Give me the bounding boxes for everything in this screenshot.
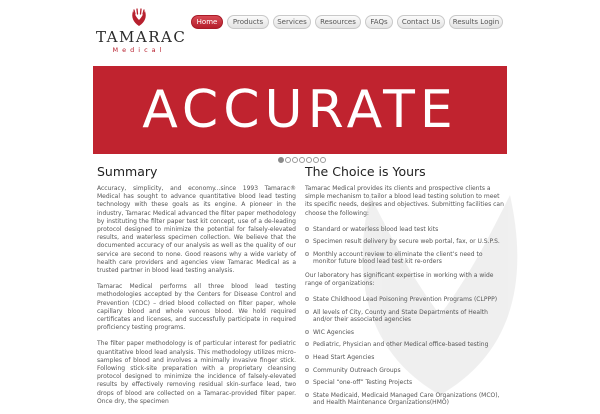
summary-paragraph-1: Accuracy, simplicity, and economy...since 1993 Tamarac® Medical has sought to advance quantitative blood lead testing technology with these goals as its engine. A pioneer in the industry, Tamarac Medical advanced the filter paper methodology by instituting the filter paper test kit concept, use of a de-leading protocol designed to minimize the potential for falsely-elevated results, and waterless specimen collection. We believe that the documented accuracy of our analysis as well as the quality of our service are second to none. Good reasons why a wide variety of health care providers and agencies view Tamarac Medical as a trusted partner in blood lead testing analysis. bbox=[97, 185, 296, 275]
nav-results-login[interactable]: Results Login bbox=[449, 15, 503, 29]
list-item: State Childhood Lead Poisoning Prevention Programs (CLPPP) bbox=[305, 296, 505, 303]
slider-dot-2[interactable] bbox=[285, 157, 291, 163]
nav-contact-us[interactable]: Contact Us bbox=[397, 15, 445, 29]
choice-title: The Choice is Yours bbox=[305, 164, 426, 179]
summary-paragraph-3: The filter paper methodology is of particular interest for pediatric quantitative blood lead analysis. This methodology utilizes micro-samples of blood and involves a minimally invasive finger stick. Following stick-site preparation with a proprietary cleansing protocol designed to minimize the incidence of falsely-elevated results by effectively removing residual skin-surface lead, two drops of blood are collected on a Tamarac-provided filter paper. Once dry, the specimen bbox=[97, 340, 296, 405]
logo[interactable] bbox=[96, 8, 187, 54]
slider-dot-3[interactable] bbox=[292, 157, 298, 163]
brand-subtitle: Medical bbox=[112, 46, 166, 54]
bullet-icon bbox=[305, 393, 309, 397]
list-item: All levels of City, County and State Departments of Health and/or their associated agencies bbox=[305, 309, 505, 324]
list-item: State Medicaid, Medicaid Managed Care Organizations (MCO), and Health Maintenance Organizations(HMO) bbox=[305, 392, 505, 407]
banner-text: ACCURATE bbox=[142, 80, 458, 140]
nav-resources[interactable]: Resources bbox=[315, 15, 361, 29]
list-item: Community Outreach Groups bbox=[305, 367, 505, 374]
choice-intro: Tamarac Medical provides its clients and prospective clients a simple mechanism to tailor a blood lead testing solution to meet its specific needs, desires and objectives. Submitting facilities can choose the following: bbox=[305, 185, 504, 217]
bullet-icon bbox=[305, 355, 309, 359]
nav-products[interactable]: Products bbox=[227, 15, 269, 29]
bullet-icon bbox=[305, 342, 309, 346]
hands-logo-icon bbox=[128, 8, 150, 28]
list-item: Pediatric, Physician and other Medical office-based testing bbox=[305, 341, 505, 348]
slider-dot-6[interactable] bbox=[313, 157, 319, 163]
options-list bbox=[305, 226, 505, 266]
list-item: Special “one-off” Testing Projects bbox=[305, 379, 505, 386]
nav-faqs[interactable]: FAQs bbox=[365, 15, 393, 29]
bullet-icon bbox=[305, 252, 309, 256]
brand-name: TAMARAC bbox=[96, 28, 187, 46]
bullet-icon bbox=[305, 310, 309, 314]
list-item: Head Start Agencies bbox=[305, 354, 505, 361]
slider-dot-1[interactable] bbox=[278, 157, 284, 163]
list-item: Monthly account review to eliminate the client’s need to monitor future blood lead test kit re-orders bbox=[305, 251, 505, 266]
list-item: Standard or waterless blood lead test kits bbox=[305, 226, 505, 233]
bullet-icon bbox=[305, 239, 309, 243]
summary-section bbox=[97, 164, 296, 414]
nav-services[interactable]: Services bbox=[273, 15, 311, 29]
list-item: WIC Agencies bbox=[305, 329, 505, 336]
bullet-icon bbox=[305, 330, 309, 334]
summary-title: Summary bbox=[97, 164, 158, 179]
bullet-icon bbox=[305, 380, 309, 384]
list-item: Specimen result delivery by secure web portal, fax, or U.S.P.S. bbox=[305, 238, 505, 245]
bullet-icon bbox=[305, 297, 309, 301]
summary-paragraph-2: Tamarac Medical performs all three blood lead testing methodologies accepted by the Centers for Disease Control and Prevention (CDC) – dried blood collected on filter paper, whole capillary blood and whole venous blood. We hold required certificates and licenses, and successfully participate in required proficiency testing programs. bbox=[97, 283, 296, 332]
organizations-list bbox=[305, 296, 505, 406]
slider-dot-4[interactable] bbox=[299, 157, 305, 163]
bullet-icon bbox=[305, 227, 309, 231]
nav-home[interactable]: Home bbox=[191, 15, 223, 29]
bullet-icon bbox=[305, 368, 309, 372]
hero-banner bbox=[93, 66, 507, 154]
expertise-intro: Our laboratory has significant expertise in working with a wide range of organizations: bbox=[305, 271, 494, 288]
slider-dot-5[interactable] bbox=[306, 157, 312, 163]
slider-dot-7[interactable] bbox=[320, 157, 326, 163]
choice-section bbox=[305, 164, 505, 413]
